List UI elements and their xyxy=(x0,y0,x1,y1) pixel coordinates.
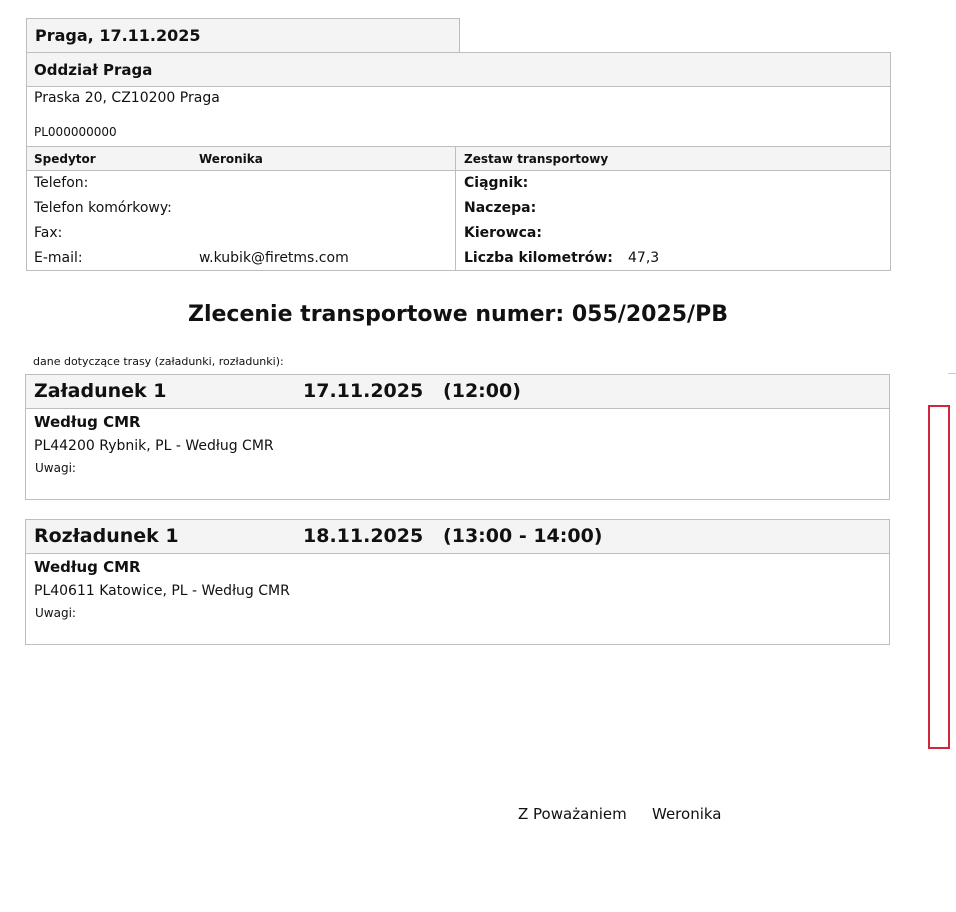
mobile-label: Telefon komórkowy: xyxy=(34,200,172,216)
stop-datetime: 18.11.2025 (13:00 - 14:00) xyxy=(303,525,603,547)
stop-place: PL40611 Katowice, PL - Według CMR xyxy=(34,583,290,599)
forwarder-name: Weronika xyxy=(199,152,263,166)
unloading-stop xyxy=(25,519,890,645)
place-date-cell xyxy=(26,18,460,52)
transport-set-label: Zestaw transportowy xyxy=(464,152,609,166)
loading-stop xyxy=(25,374,890,500)
forwarder-label: Spedytor xyxy=(34,152,96,166)
km-label: Liczba kilometrów: xyxy=(464,250,613,266)
email-value: w.kubik@firetms.com xyxy=(199,250,349,266)
branch-row xyxy=(27,53,890,87)
contacts-header-row xyxy=(27,146,890,171)
branch-address: Praska 20, CZ10200 Praga xyxy=(34,90,220,106)
stop-company: Według CMR xyxy=(34,413,141,431)
trailer-label: Naczepa: xyxy=(464,200,537,216)
driver-label: Kierowca: xyxy=(464,225,542,241)
stop-notes-label: Uwagi: xyxy=(35,461,76,475)
email-label: E-mail: xyxy=(34,250,83,266)
tractor-label: Ciągnik: xyxy=(464,175,529,191)
signature-greeting: Z Poważaniem xyxy=(518,805,627,823)
side-tick-mark xyxy=(948,373,956,374)
sender-details-box xyxy=(26,52,891,271)
column-divider xyxy=(455,146,456,271)
tax-id: PL000000000 xyxy=(34,125,117,139)
order-title: Zlecenie transportowe numer: 055/2025/PB xyxy=(188,302,728,327)
stop-header xyxy=(26,520,889,554)
branch-name: Oddział Praga xyxy=(34,61,153,79)
route-note: dane dotyczące trasy (załadunki, rozładunki): xyxy=(33,355,284,368)
km-value: 47,3 xyxy=(628,250,660,266)
side-highlight-frame xyxy=(928,405,950,749)
stop-place: PL44200 Rybnik, PL - Według CMR xyxy=(34,438,274,454)
stop-notes-label: Uwagi: xyxy=(35,606,76,620)
stop-label: Rozładunek 1 xyxy=(34,525,179,547)
place-date: Praga, 17.11.2025 xyxy=(35,26,201,45)
signature-name: Weronika xyxy=(652,805,722,823)
phone-label: Telefon: xyxy=(34,175,89,191)
stop-datetime: 17.11.2025 (12:00) xyxy=(303,380,521,402)
stop-header xyxy=(26,375,889,409)
stop-label: Załadunek 1 xyxy=(34,380,167,402)
stop-company: Według CMR xyxy=(34,558,141,576)
fax-label: Fax: xyxy=(34,225,63,241)
